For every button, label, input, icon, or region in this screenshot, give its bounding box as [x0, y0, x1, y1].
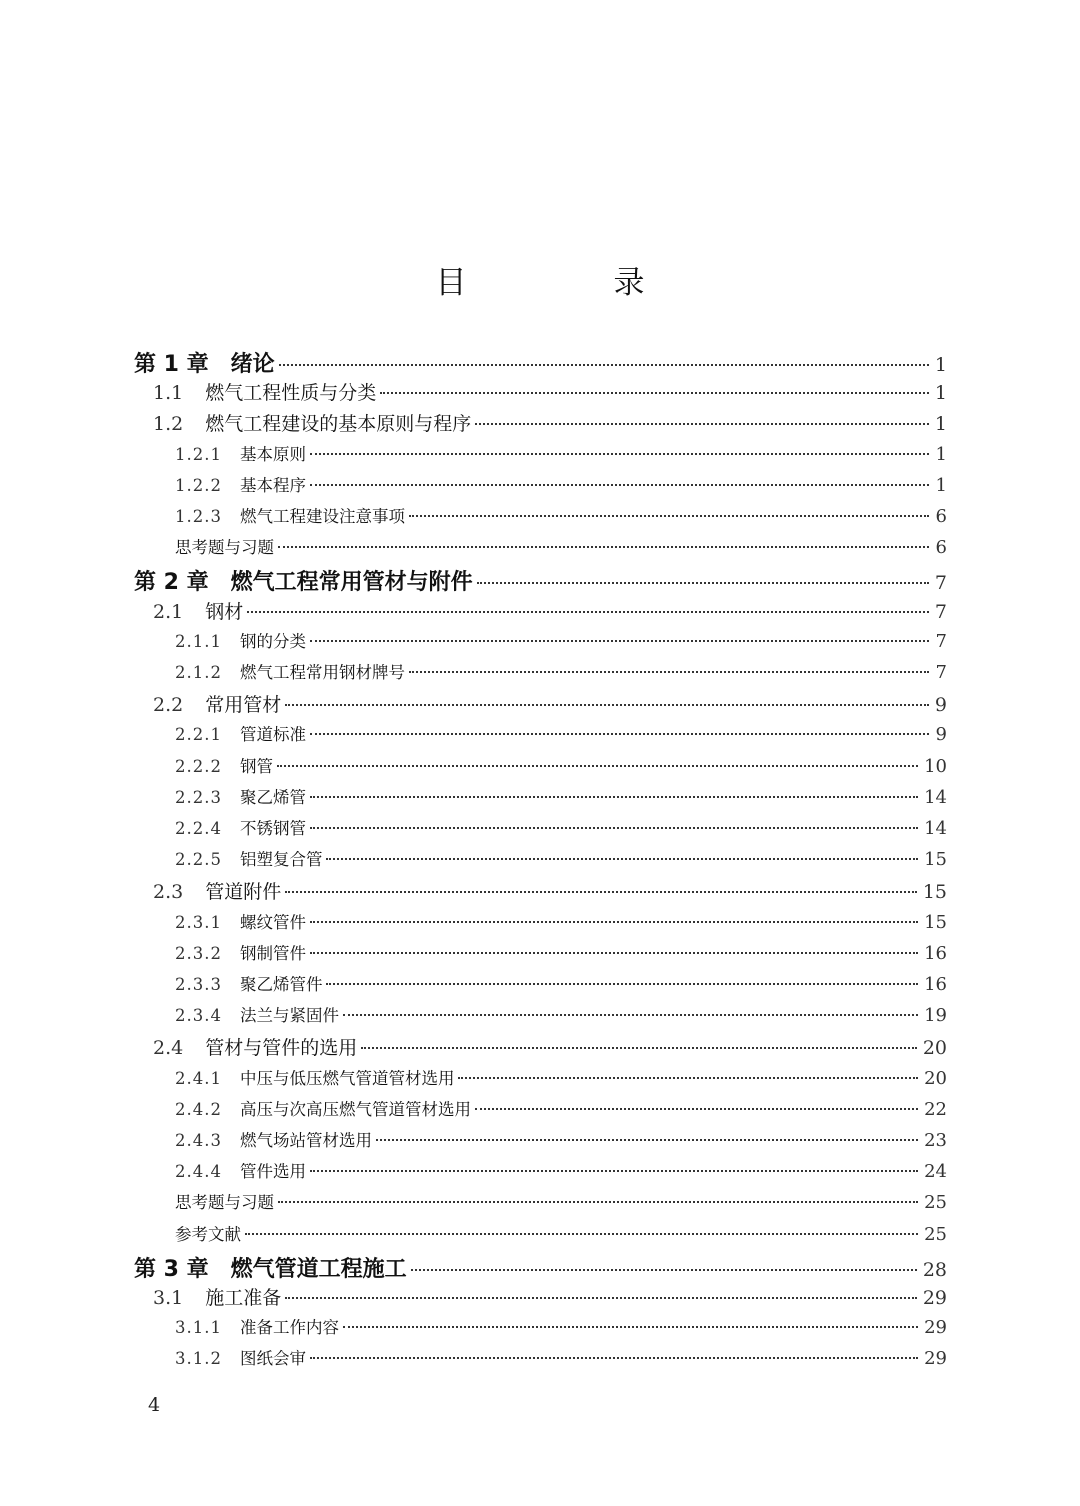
dot-leader — [409, 671, 929, 673]
entry-title: 思考题与习题 — [175, 1193, 274, 1212]
entry-page-number: 15 — [924, 849, 947, 870]
toc-extra-row[interactable] — [175, 1221, 947, 1252]
toc-subsection-row[interactable] — [175, 503, 947, 534]
entry-title: 燃气管道工程施工 — [230, 1257, 407, 1282]
entry-number: 3.1.2 — [175, 1349, 222, 1368]
entry-title: 基本原则 — [239, 445, 306, 464]
entry-page-number: 1 — [934, 382, 947, 404]
entry-page-number: 9 — [935, 724, 947, 745]
entry-number: 2.3.4 — [175, 1006, 222, 1025]
entry-title: 燃气工程性质与分类 — [205, 382, 377, 404]
dot-leader — [310, 453, 929, 455]
entry-page-number: 22 — [924, 1099, 947, 1120]
entry-number: 2.2 — [153, 694, 184, 716]
entry-page-number: 9 — [934, 694, 947, 716]
dot-leader — [310, 921, 918, 923]
toc-subsection-row[interactable] — [175, 1314, 947, 1345]
entry-number: 第 2 章 — [134, 570, 209, 595]
dot-leader — [380, 392, 929, 394]
entry-title: 图纸会审 — [239, 1349, 306, 1368]
entry-title: 基本程序 — [239, 476, 306, 495]
entry-title: 不锈钢管 — [239, 819, 306, 838]
entry-title: 燃气场站管材选用 — [239, 1131, 372, 1150]
entry-title: 钢管 — [239, 757, 273, 776]
dot-leader — [477, 582, 929, 584]
entry-title: 钢制管件 — [239, 944, 306, 963]
toc-subsection-row[interactable] — [175, 1158, 947, 1189]
entry-page-number: 7 — [934, 572, 947, 594]
dot-leader — [310, 827, 918, 829]
dot-leader — [278, 1201, 918, 1203]
entry-number: 2.3.1 — [175, 913, 222, 932]
entry-number: 2.2.3 — [175, 788, 222, 807]
entry-number: 2.1 — [153, 601, 184, 623]
entry-number: 2.4.2 — [175, 1100, 222, 1119]
entry-page-number: 16 — [924, 943, 947, 964]
toc-section-row[interactable] — [153, 877, 947, 908]
entry-number: 3.1 — [153, 1287, 184, 1309]
entry-page-number: 20 — [922, 1037, 947, 1059]
entry-title: 中压与低压燃气管道管材选用 — [239, 1069, 455, 1088]
entry-title: 铝塑复合管 — [239, 850, 323, 869]
dot-leader — [285, 704, 929, 706]
toc-section-row[interactable] — [153, 690, 947, 721]
entry-number: 1.2.3 — [175, 507, 222, 526]
dot-leader — [278, 546, 929, 548]
entry-page-number: 1 — [935, 475, 947, 496]
entry-page-number: 1 — [935, 444, 947, 465]
dot-leader — [245, 1233, 918, 1235]
entry-page-number: 24 — [924, 1161, 947, 1182]
dot-leader — [310, 796, 918, 798]
dot-leader — [277, 765, 918, 767]
dot-leader — [310, 733, 929, 735]
toc-subsection-row[interactable] — [175, 1065, 947, 1096]
entry-title: 准备工作内容 — [239, 1318, 339, 1337]
toc-subsection-row[interactable] — [175, 659, 947, 690]
entry-number: 1.2.2 — [175, 476, 222, 495]
toc-section-row[interactable] — [153, 1283, 947, 1314]
dot-leader — [475, 1108, 918, 1110]
entry-number: 2.3 — [153, 881, 184, 903]
page-number: 4 — [148, 1394, 161, 1416]
entry-title: 管道附件 — [205, 881, 282, 903]
entry-page-number: 25 — [924, 1224, 947, 1245]
dot-leader — [310, 952, 918, 954]
entry-number: 2.2.4 — [175, 819, 222, 838]
entry-page-number: 29 — [922, 1287, 947, 1309]
dot-leader — [411, 1269, 917, 1271]
toc-subsection-row[interactable] — [175, 721, 947, 752]
entry-title: 螺纹管件 — [239, 913, 306, 932]
dot-leader — [285, 891, 917, 893]
entry-page-number: 23 — [924, 1130, 947, 1151]
entry-page-number: 14 — [924, 787, 947, 808]
dot-leader — [310, 484, 929, 486]
dot-leader — [310, 640, 929, 642]
entry-number: 1.1 — [153, 382, 184, 404]
toc-chapter-row[interactable] — [134, 1252, 947, 1283]
entry-title: 常用管材 — [205, 694, 282, 716]
toc-subsection-row[interactable] — [175, 1127, 947, 1158]
toc-subsection-row[interactable] — [175, 441, 947, 472]
entry-title: 管件选用 — [239, 1162, 306, 1181]
dot-leader — [310, 1357, 918, 1359]
entry-number: 2.3.3 — [175, 975, 222, 994]
entry-page-number: 20 — [924, 1068, 947, 1089]
entry-number: 1.2 — [153, 413, 184, 435]
dot-leader — [326, 858, 918, 860]
toc-subsection-row[interactable] — [175, 1345, 947, 1376]
entry-page-number: 15 — [922, 881, 947, 903]
dot-leader — [475, 423, 929, 425]
entry-page-number: 29 — [924, 1317, 947, 1338]
entry-number: 第 1 章 — [134, 352, 209, 377]
toc-subsection-row[interactable] — [175, 1096, 947, 1127]
entry-page-number: 15 — [924, 912, 947, 933]
entry-page-number: 10 — [924, 756, 947, 777]
entry-title: 管材与管件的选用 — [205, 1037, 358, 1059]
entry-title: 燃气工程建设的基本原则与程序 — [205, 413, 472, 435]
toc-section-row[interactable] — [153, 597, 947, 628]
entry-title: 思考题与习题 — [175, 538, 274, 557]
toc-subsection-row[interactable] — [175, 909, 947, 940]
entry-page-number: 7 — [934, 601, 947, 623]
entry-title: 燃气工程建设注意事项 — [239, 507, 405, 526]
dot-leader — [247, 611, 929, 613]
entry-title: 燃气工程常用钢材牌号 — [239, 663, 405, 682]
toc-subsection-row[interactable] — [175, 940, 947, 971]
entry-number: 2.2.1 — [175, 725, 222, 744]
entry-number: 2.2.2 — [175, 757, 222, 776]
toc-subsection-row[interactable] — [175, 815, 947, 846]
entry-page-number: 1 — [934, 354, 947, 376]
entry-title: 聚乙烯管 — [239, 788, 306, 807]
dot-leader — [409, 515, 929, 517]
dot-leader — [279, 364, 929, 366]
dot-leader — [326, 983, 918, 985]
entry-title: 钢的分类 — [239, 632, 306, 651]
entry-page-number: 6 — [935, 537, 947, 558]
dot-leader — [376, 1139, 918, 1141]
toc-subsection-row[interactable] — [175, 846, 947, 877]
entry-page-number: 25 — [924, 1192, 947, 1213]
toc-subsection-row[interactable] — [175, 753, 947, 784]
dot-leader — [310, 1170, 918, 1172]
entry-title: 管道标准 — [239, 725, 306, 744]
entry-number: 2.3.2 — [175, 944, 222, 963]
entry-number: 2.4.1 — [175, 1069, 222, 1088]
entry-page-number: 28 — [922, 1259, 947, 1281]
dot-leader — [458, 1077, 918, 1079]
entry-title: 燃气工程常用管材与附件 — [230, 570, 473, 595]
entry-number: 2.4 — [153, 1037, 184, 1059]
toc-section-row[interactable] — [153, 378, 947, 409]
toc-section-row[interactable] — [153, 409, 947, 440]
entry-page-number: 16 — [924, 974, 947, 995]
entry-number: 2.4.3 — [175, 1131, 222, 1150]
toc-chapter-row[interactable] — [134, 347, 947, 378]
entry-page-number: 1 — [934, 413, 947, 435]
dot-leader — [343, 1014, 918, 1016]
dot-leader — [285, 1297, 917, 1299]
entry-number: 2.4.4 — [175, 1162, 222, 1181]
toc-subsection-row[interactable] — [175, 784, 947, 815]
entry-title: 参考文献 — [175, 1225, 241, 1244]
toc-chapter-row[interactable] — [134, 565, 947, 596]
dot-leader — [343, 1326, 918, 1328]
entry-page-number: 29 — [924, 1348, 947, 1369]
entry-number: 2.1.2 — [175, 663, 222, 682]
entry-page-number: 7 — [935, 662, 947, 683]
entry-title: 高压与次高压燃气管道管材选用 — [239, 1100, 471, 1119]
entry-title: 施工准备 — [205, 1287, 282, 1309]
toc-section-row[interactable] — [153, 1033, 947, 1064]
entry-title: 钢材 — [205, 601, 244, 623]
toc-extra-row[interactable] — [175, 534, 947, 565]
entry-title: 绪论 — [230, 352, 275, 377]
toc-subsection-row[interactable] — [175, 472, 947, 503]
entry-number: 第 3 章 — [134, 1257, 209, 1282]
toc-extra-row[interactable] — [175, 1189, 947, 1220]
toc-subsection-row[interactable] — [175, 1002, 947, 1033]
entry-page-number: 7 — [935, 631, 947, 652]
entry-page-number: 14 — [924, 818, 947, 839]
entry-number: 2.1.1 — [175, 632, 222, 651]
entry-number: 3.1.1 — [175, 1318, 222, 1337]
entry-number: 1.2.1 — [175, 445, 222, 464]
dot-leader — [361, 1047, 917, 1049]
entry-number: 2.2.5 — [175, 850, 222, 869]
entry-page-number: 19 — [924, 1005, 947, 1026]
entry-title: 聚乙烯管件 — [239, 975, 323, 994]
entry-title: 法兰与紧固件 — [239, 1006, 339, 1025]
toc-subsection-row[interactable] — [175, 971, 947, 1002]
page-title: 目 录 — [435, 265, 703, 301]
entry-page-number: 6 — [935, 506, 947, 527]
toc-subsection-row[interactable] — [175, 628, 947, 659]
